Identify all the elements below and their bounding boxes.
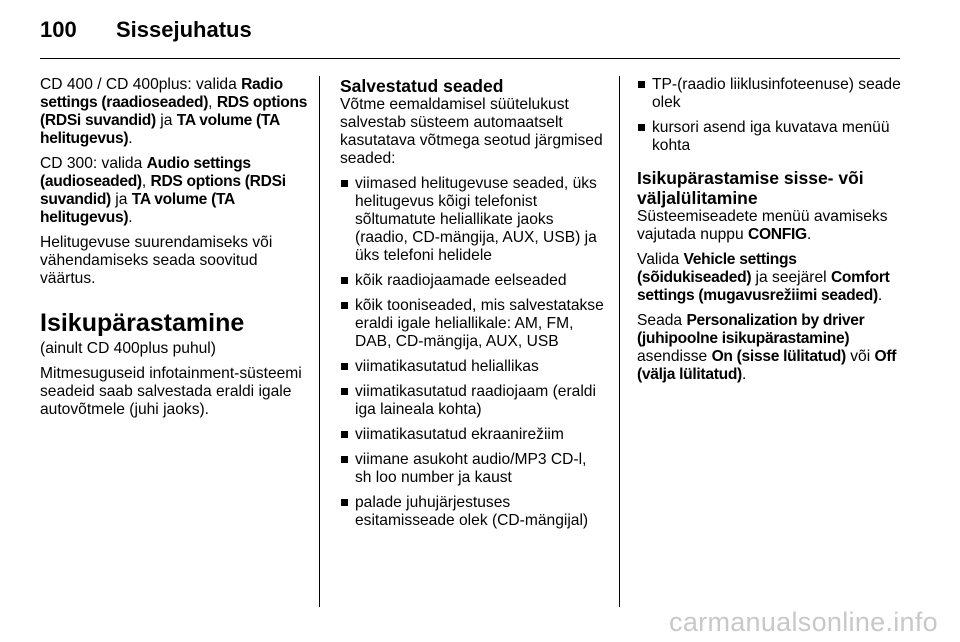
paragraph-personalization-by-driver: Seada Personalization by driver (juhipoolne isikupärastamine) asendisse On (sisse lülitatud) või Off (välja lülitatud).	[637, 312, 897, 383]
column-divider-1	[319, 76, 320, 607]
column-2	[340, 76, 606, 537]
page-number: 100	[40, 17, 77, 42]
list-item: viimatikasutatud raadiojaam (eraldi iga laineala kohta)	[340, 383, 606, 419]
paragraph-vehicle-settings: Valida Vehicle settings (sõidukiseaded) ja seejärel Comfort settings (mugavusrežiimi seaded).	[637, 251, 890, 304]
header-rule	[40, 58, 900, 59]
saved-settings-list	[340, 175, 606, 530]
list-item: viimatikasutatud heliallikas	[340, 358, 606, 376]
paragraph-personalization-desc: Mitmesuguseid infotainment-süsteemi seadeid saab salvestada eraldi igale autovõtmele (juhi jaoks).	[40, 365, 302, 418]
section-heading-saved-settings: Salvestatud seaded	[340, 76, 504, 96]
list-item: viimane asukoht audio/MP3 CD-l, sh loo number ja kaust	[340, 451, 606, 487]
section-heading-personalization: Isikupärastamine	[40, 309, 245, 337]
list-item: kõik raadiojaamade eelseaded	[340, 272, 606, 290]
paragraph-config: Süsteemiseadete menüü avamiseks vajutada nuppu CONFIG.	[637, 208, 888, 243]
list-item: viimatikasutatud ekraanirežiim	[340, 426, 606, 444]
section-heading-toggle-personalization: Isikupärastamise sisse- või väljalülitamine	[637, 168, 864, 208]
column-1	[40, 76, 308, 426]
paragraph-radio-settings: CD 400 / CD 400plus: valida Radio settings (raadioseaded), RDS options (RDSi suvandid) ja TA volume (TA helitugevus).	[40, 76, 308, 147]
list-item: TP-(raadio liiklusinfoteenuse) seade olek	[637, 76, 905, 112]
paragraph-cd400plus-only: (ainult CD 400plus puhul)	[40, 340, 216, 357]
paragraph-saved-intro: Võtme eemaldamisel süütelukust salvestab süsteem automaatselt kasutatava võtmega seotud järgmised seaded:	[340, 96, 603, 167]
paragraph-volume: Helitugevuse suurendamiseks või vähendamiseks seada soovitud väärtus.	[40, 234, 273, 287]
list-item: palade juhujärjestuses esitamisseade olek (CD-mängijal)	[340, 494, 606, 530]
column-divider-2	[619, 76, 620, 607]
list-item: kursori asend iga kuvatava menüü kohta	[637, 119, 905, 155]
watermark-text: carmanualsonline.info	[669, 607, 938, 637]
saved-settings-list-continued	[637, 76, 905, 155]
list-item: viimased helitugevuse seaded, üks helitugevus kõigi telefonist sõltumatute heliallikate jaoks (raadio, CD-mängija, AUX, USB) ja üks telefoni helidele	[340, 175, 606, 265]
page-title: Sissejuhatus	[116, 17, 252, 42]
paragraph-audio-settings: CD 300: valida Audio settings (audioseaded), RDS options (RDSi suvandid) ja TA volume (TA helitugevus).	[40, 155, 286, 226]
list-item: kõik tooniseaded, mis salvestatakse eraldi igale heliallikale: AM, FM, DAB, CD-mängija, AUX, USB	[340, 297, 606, 351]
column-3	[637, 76, 905, 391]
